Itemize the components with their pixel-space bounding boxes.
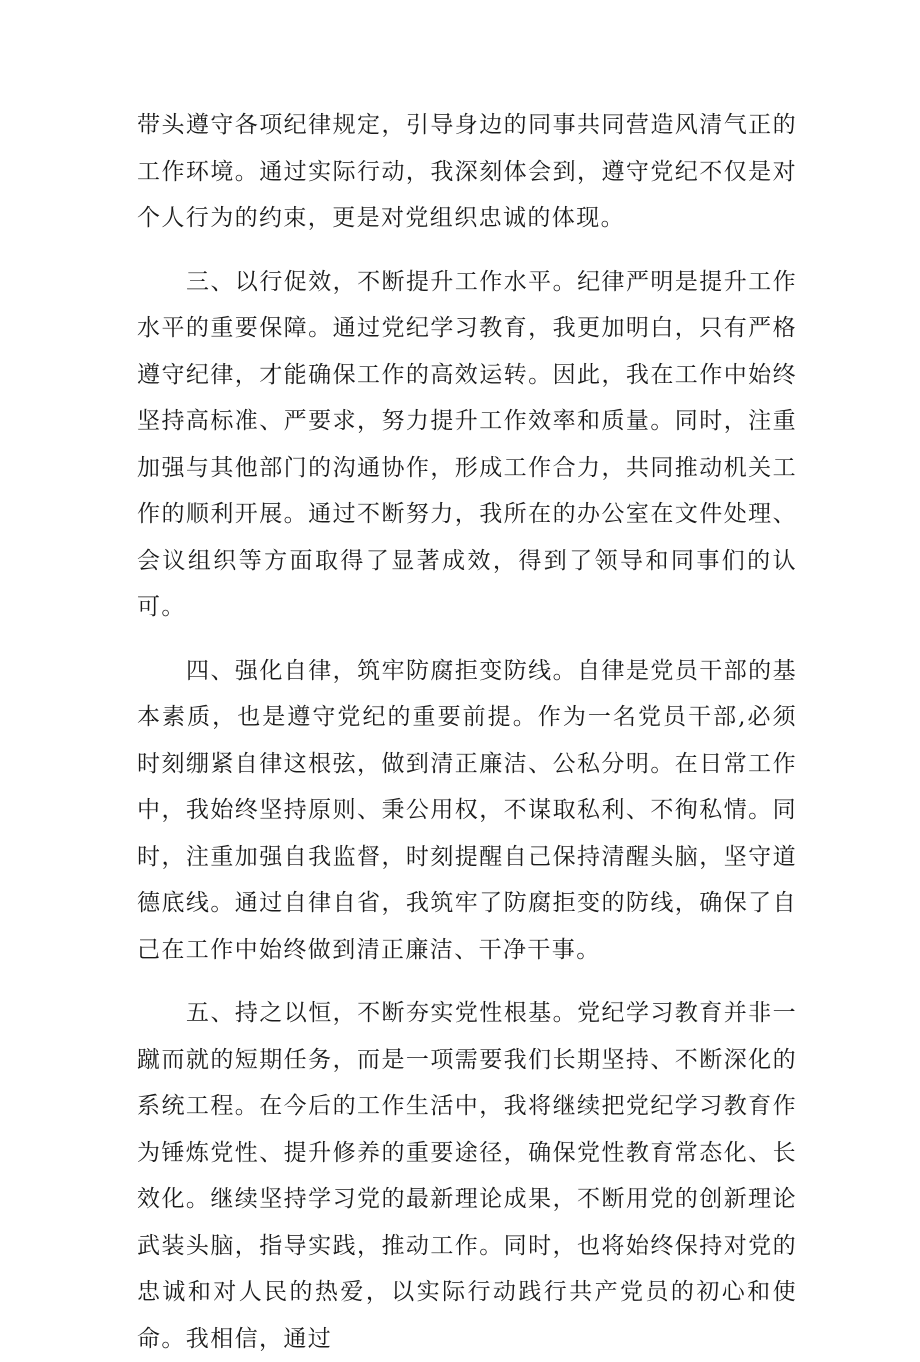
paragraph-continuation: 带头遵守各项纪律规定，引导身边的同事共同营造风清气正的工作环境。通过实际行动，我深刻体会到，遵守党纪不仅是对个人行为的约束，更是对党组织忠诚的体现。 <box>137 112 797 231</box>
paragraph-section-five: 五、持之以恒，不断夯实党性根基。党纪学习教育并非一蹴而就的短期任务，而是一项需要我们长期坚持、不断深化的系统工程。在今后的工作生活中，我将继续把党纪学习教育作为锤炼党性、提升修养的重要途径，确保党性教育常态化、长效化。继续坚持学习党的最新理论成果，不断用党的创新理论武装头脑，指导实践，推动工作。同时，也将始终保持对党的忠诚和对人民的热爱，以实际行动践行共产党员的初心和使命。我相信，通过 <box>137 1000 797 1352</box>
paragraph-section-four: 四、强化自律，筑牢防腐拒变防线。自律是党员干部的基本素质，也是遵守党纪的重要前提。作为一名党员干部,必须时刻绷紧自律这根弦，做到清正廉洁、公私分明。在日常工作中，我始终坚持原则、秉公用权，不谋取私利、不徇私情。同时，注重加强自我监督，时刻提醒自己保持清醒头脑，坚守道德底线。通过自律自省，我筑牢了防腐拒变的防线，确保了自己在工作中始终做到清正廉洁、干净干事。 <box>137 657 797 963</box>
document-body <box>137 102 797 1362</box>
paragraph-section-three: 三、以行促效，不断提升工作水平。纪律严明是提升工作水平的重要保障。通过党纪学习教育，我更加明白，只有严格遵守纪律，才能确保工作的高效运转。因此，我在工作中始终坚持高标准、严要求，努力提升工作效率和质量。同时，注重加强与其他部门的沟通协作，形成工作合力，共同推动机关工作的顺利开展。通过不断努力，我所在的办公室在文件处理、会议组织等方面取得了显著成效，得到了领导和同事们的认可。 <box>137 268 797 620</box>
